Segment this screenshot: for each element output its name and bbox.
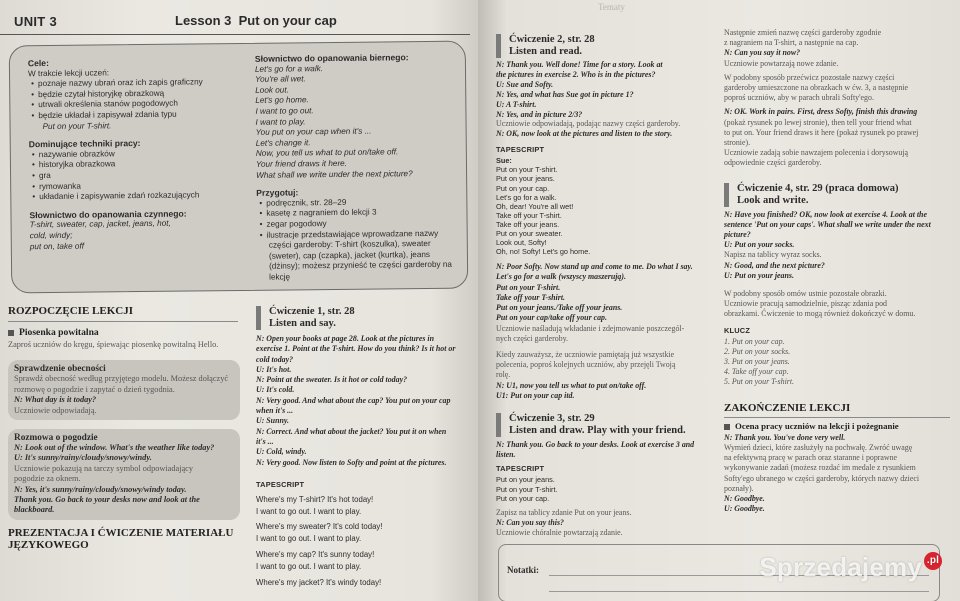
header-rule (0, 34, 470, 35)
prepare-heading: Przygotuj: (256, 187, 299, 198)
exercise-3-continued: Następnie zmień nazwę części garderoby zgodnie z nagraniem na T-shirt, a następnie na cap. N: Can you say it now? Uczniowie powtarzają nowe zdanie. W podobny sposób przećwicz pozostałe nazwy części garderoby umieszczone na obrazkach w ćw. 3, a następnie poproś uczniów, aby w parach ubrali Softy'ego. N: OK. Work in pairs. First, dress Softy, finish this drawing (pokaż rysunek po lewej stronie), then tell your friend what to put on. Your friend draws it here (pokaż rysunek po prawej stronie). Uczniowie zadają sobie nawzajem polecenia i dorysowują odpowiednie części garderoby. (724, 28, 919, 168)
passive-vocab-line: I want to play. (255, 116, 306, 127)
watermark-logo: Sprzedajemy .pl (759, 552, 942, 583)
exercise-3-followup: Zapisz na tablicy zdanie Put on your jeans. N: Can you say this? Uczniowie chóralnie powtarzają zdanie. (496, 507, 632, 538)
exercise-3-tapescript: Put on your jeans. Put on your T-shirt. Put on your cap. (496, 475, 558, 503)
right-column-1 (496, 34, 718, 539)
weather-line: N: Yes, it's sunny/rainy/cloudy/snowy/windy today. (14, 484, 187, 494)
attendance-heading: Sprawdzenie obecności (14, 364, 106, 375)
passive-vocab-line: Let's change it. (255, 137, 311, 148)
exercise-2-tapescript: Sue: Put on your T-shirt. Put on your jeans. Put on your cap. Let's go for a walk. Oh, dear! You're all wet! Take off your T-shirt. Take off your jeans. Put on your sweater. Look out, Softy! Oh, no! Softy! Let's go home. (496, 156, 591, 257)
exercise-1-section (256, 306, 468, 588)
goal-item: • będzie układał i zapisywał zdania typu (40, 109, 233, 122)
prepare-list (256, 196, 457, 283)
active-vocab-line: T-shirt, sweater, cap, jacket, jeans, hot, (29, 219, 171, 230)
unit-label: UNIT 3 (14, 14, 57, 29)
technique-item: • historyjka obrazkowa (41, 158, 234, 171)
technique-item: • rymowanka (41, 180, 234, 193)
techniques-list (29, 148, 235, 203)
prepare-item: • ilustracje przedstawiające wprowadzane nazwy części garderoby: T-shirt (koszulka), sweater (sweter), cap (czapka), jacket (kurtka), jeans (dżinsy); możesz przynieść te części garderoby na lekcję (269, 228, 458, 283)
weather-line: N: Look out of the window. What's the weather like today? (14, 443, 215, 453)
passive-vocab-line: Now, you tell us what to put on/take off. (255, 147, 399, 159)
weather-line: Thank you. Go back to your desks now and look at the (14, 495, 200, 505)
answer-key-list: 1. Put on your cap. 2. Put on your socks. 3. Put on your jeans. 4. Take off your cap. 5. Put on your T-shirt. (724, 336, 794, 387)
lesson-number: Lesson 3 (175, 13, 232, 28)
exercise-3-dialogue: N: Thank you. Go back to your desks. Look at exercise 3 and listen. (496, 439, 695, 460)
technique-item: • układanie i zapisywanie zdań rozkazujących (41, 190, 234, 203)
passive-vocab-line: I want to go out. (255, 106, 314, 116)
song-heading: Piosenka powitalna (8, 327, 240, 338)
active-vocab-heading: Słownictwo do opanowania czynnego: (29, 208, 187, 220)
exercise-2-dialogue: N: Thank you. Well done! Time for a story. Look at the pictures in exercise 2. Who is in the pictures? U: Sue and Softy. N: Yes, and what has Sue got in picture 1? U: A T-shirt. N: Yes, and in picture 2/3? Uczniowie odpowiadają, podając nazwy części garderoby. N: OK, now look at the pictures and listen to the story. (496, 60, 681, 139)
section-rule (8, 321, 238, 322)
goal-item: • będzie czytał historyjkę obrazkową (40, 88, 233, 101)
passive-vocab-line: Let's go for a walk. (254, 63, 324, 74)
techniques-heading: Dominujące techniki pracy: (28, 138, 141, 150)
active-vocab-line: cold, windy; (29, 230, 73, 241)
notes-line (549, 591, 929, 592)
attendance-text: Sprawdź obecność według przyjętego modelu. Możesz dołączyć rozmowę o pogodzie i zapytać o dzień tygodnia. (14, 374, 229, 394)
goal-example: Put on your T-shirt. (42, 120, 112, 131)
lesson-title: Put on your cap (238, 13, 337, 28)
weather-heading: Rozmowa o pogodzie (14, 433, 98, 444)
attendance-question: N: What day is it today? (14, 395, 97, 405)
evaluation-heading: Ocena pracy uczniów na lekcji i pożegnanie (724, 421, 952, 431)
weather-line: Uczniowie pokazują na tarczy symbol odpowiadający (14, 463, 194, 473)
goals-intro: W trakcie lekcji uczeń: (27, 67, 110, 78)
goal-item: • poznaje nazwy ubrań oraz ich zapis graficzny (40, 77, 233, 90)
prepare-item: • kasetę z nagraniem do lekcji 3 (268, 207, 456, 220)
exercise-2-title: Ćwiczenie 2, str. 28 Listen and read. (496, 34, 718, 58)
exercise-4-dialogue: N: Have you finished? OK, now look at exercise 4. Look at the sentence 'Put on your caps'. What shall we write under the next picture? U: Put on your socks. Napisz na tablicy wyraz socks. N: Good, and the next picture? U: Put on your jeans. (724, 209, 931, 280)
song-text: Zaproś uczniów do kręgu, śpiewając piosenkę powitalną Hello. (8, 340, 219, 349)
passive-vocab-line: Look out. (255, 85, 289, 95)
lesson-end-heading: ZAKOŃCZENIE LEKCJI (724, 401, 851, 414)
exercise-1-title: Ćwiczenie 1, str. 28 Listen and say. (256, 306, 468, 330)
lesson-start-section (8, 305, 240, 551)
left-page (0, 0, 478, 601)
section-rule (724, 417, 950, 418)
weather-line: U: It's sunny/rainy/cloudy/snowy/windy. (14, 453, 152, 463)
weather-line: pogodzie za oknem. (14, 474, 81, 484)
exercise-3-tapescript-label: TAPESCRIPT (496, 464, 545, 474)
roleplay-instructions: Kiedy zauważysz, że uczniowie pamiętają już wszystkie polecenia, poproś kolejnych uczniów, aby przejęli Twoją rolę. N: U1, now you tell us what to put on/take off. U1: Put on your cap itd. (496, 349, 676, 400)
exercise-1-tapescript-label: TAPESCRIPT (256, 479, 305, 489)
exercise-2-followup: N: Poor Softy. Now stand up and come to me. Do what I say. Let's go for a walk (wszyscy maszerują). Put on your T-shirt. Take off your T-shirt. Put on your jeans./Take off your jeans. Put on your cap/take off your cap. Uczniowie naśladują wkładanie i zdejmowanie poszczegól- nych części garderoby. (496, 262, 693, 343)
evaluation-text: N: Thank you. You've done very well. Wymień dzieci, które zasłużyły na pochwałę. Zwróć uwagę na efektywną pracę w parach oraz staranne i poprawne wykonywanie zadań (możesz rozdać im medale z rysunkiem Softy'ego ubranego w części garderoby, których nazwy dzieci poznały). N: Goodbye. U: Goodbye. (724, 432, 920, 514)
lesson-summary-box (9, 41, 469, 294)
summary-left-column (28, 56, 235, 252)
weather-box (8, 429, 240, 520)
goal-item: • utrwali określenia stanów pogodowych (40, 98, 233, 111)
square-bullet-icon (8, 330, 14, 336)
goals-heading: Cele: (27, 57, 49, 69)
exercise-1-tapescript: Where's my T-shirt? It's hot today! I want to go out. I want to play. Where's my sweater? It's cold today! I want to go out. I want to play. Where's my cap? It's sunny today! I want to go out. I want to play. Where's my jacket? It's windy today! (256, 494, 383, 587)
attendance-box (8, 360, 240, 420)
weather-line: blackboard. (14, 505, 55, 515)
technique-item: • gra (41, 169, 234, 182)
exercise-1-dialogue: N: Open your books at page 28. Look at the pictures in exercise 1. Point at the T-shirt. How do you think? Is it hot or cold today? U: It's hot. N: Point at the sweater. Is it hot or cold today? U: It's cold. N: Very good. And what about the cap? You put on your cap when it's ... U: Sunny. N: Correct. And what about the jacket? You put it on when it's ... U: Cold, windy. N: Very good. Now listen to Softy and point at the pictures. (256, 334, 456, 467)
passive-vocab-line: What shall we write under the next picture? (256, 168, 413, 180)
exercise-3-title: Ćwiczenie 3, str. 29 Listen and draw. Play with your friend. (496, 413, 718, 437)
passive-vocab-line: You put on your cap when it's ... (255, 126, 372, 137)
prepare-item: • zegar pogodowy (269, 218, 457, 231)
exercise-4-followup: W podobny sposób omów ustnie pozostałe obrazki. Uczniowie pracują samodzielnie, pisząc zdania pod obrazkami. Ćwiczenie to mogą również dokończyć w domu. (724, 289, 916, 319)
technique-item: • nazywanie obrazków (41, 148, 234, 161)
right-page (478, 0, 960, 601)
exercise-4-title: Ćwiczenie 4, str. 29 (praca domowa) Look and write. (724, 183, 952, 207)
square-bullet-icon (724, 424, 730, 430)
active-vocab-line: put on, take off (29, 241, 85, 251)
goals-list (28, 77, 233, 122)
attendance-answer: Uczniowie odpowiadają. (14, 405, 97, 415)
lesson-heading (175, 13, 337, 28)
lesson-start-heading: ROZPOCZĘCIE LEKCJI (8, 305, 133, 317)
prepare-item: • podręcznik, str. 28–29 (268, 196, 456, 209)
exercise-2-tapescript-label: TAPESCRIPT (496, 145, 545, 155)
passive-vocab-line: You're all wet. (255, 74, 306, 85)
passive-vocab-heading: Słownictwo do opanowania biernego: (254, 52, 409, 64)
presentation-heading: PREZENTACJA I ĆWICZENIE MATERIAŁU JĘZYKOWEGO (8, 526, 234, 551)
answer-key-heading: KLUCZ (724, 325, 751, 335)
passive-vocab-line: Your friend draws it here. (255, 158, 348, 169)
passive-vocab-line: Let's go home. (255, 95, 309, 106)
notes-label: Notatki: (507, 565, 539, 575)
faded-header: Tematy (598, 2, 625, 12)
summary-right-column (255, 52, 457, 284)
right-column-2 (724, 28, 952, 514)
